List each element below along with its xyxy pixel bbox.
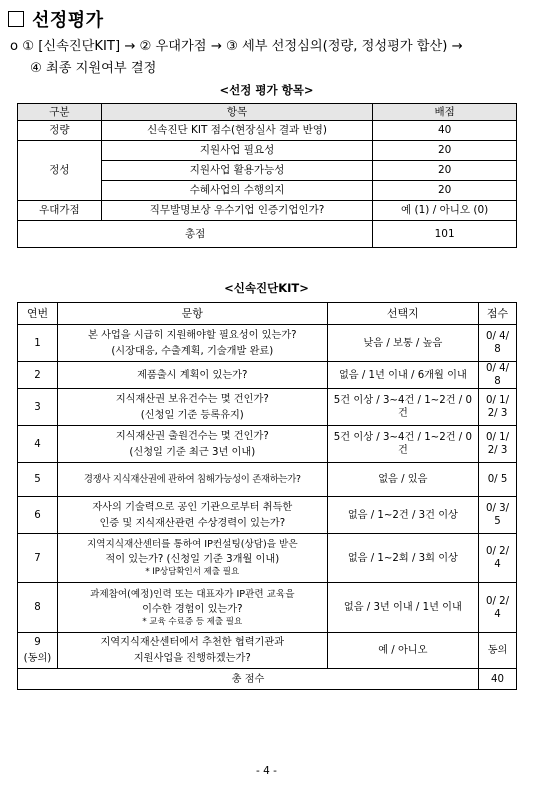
- cell-score: 40: [373, 121, 517, 141]
- flow-line-1: ο ① [신속진단KIT] → ② 우대가점 → ③ 세부 선정심의(정량, 정성평가 합산) →: [10, 39, 463, 54]
- header-score: 배점: [373, 104, 517, 121]
- question-line-2: (신청일 기준 등록유지): [140, 409, 244, 421]
- total-score: 40: [479, 669, 517, 690]
- question-note: * 교육 수료증 등 제출 필요: [142, 616, 243, 627]
- cell-question: [57, 497, 327, 534]
- cell-score: 0/ 3/ 5: [479, 497, 517, 534]
- cell-question: [57, 583, 327, 633]
- cell-item: 신속진단 KIT 점수(현장실사 결과 반영): [101, 121, 372, 141]
- page-number: - 4 -: [256, 765, 277, 777]
- cell-score: 0/ 4/ 8: [479, 325, 517, 362]
- cell-choice: 5건 이상 / 3~4건 / 1~2건 / 0건: [327, 426, 478, 463]
- section-heading: [8, 6, 104, 32]
- evaluation-flow: [10, 36, 530, 80]
- cell-choice: 낮음 / 보통 / 높음: [327, 325, 478, 362]
- question-line-1: 지식재산권 보유건수는 몇 건인가?: [115, 393, 269, 405]
- cell-score: 0/ 5: [479, 463, 517, 497]
- cell-number: [18, 633, 58, 669]
- cell-number: 4: [18, 426, 58, 463]
- cell-choice: 5건 이상 / 3~4건 / 1~2건 / 0건: [327, 389, 478, 426]
- cell-choice: 예 / 아니오: [327, 633, 478, 669]
- total-score: 101: [373, 221, 517, 248]
- table-header-row: [18, 303, 517, 325]
- total-row: [18, 221, 517, 248]
- cell-number: 7: [18, 534, 58, 583]
- cell-question: [57, 389, 327, 426]
- cell-score: 0/ 4/ 8: [479, 362, 517, 389]
- checkbox-square-icon: [8, 11, 24, 27]
- cell-number: 2: [18, 362, 58, 389]
- cell-score: 동의: [479, 633, 517, 669]
- cell-category: 우대가점: [18, 201, 102, 221]
- table-row: [18, 201, 517, 221]
- cell-score: 0/ 2/ 4: [479, 583, 517, 633]
- cell-score: 예 (1) / 아니오 (0): [373, 201, 517, 221]
- cell-question: [57, 426, 327, 463]
- table-header-row: [18, 104, 517, 121]
- question-line-1: 지역지식재산센터에서 추천한 협력기관과: [100, 637, 285, 648]
- question-line-1: 지역지식재산센터를 통하여 IP컨설팅(상담)을 받은: [86, 539, 298, 550]
- cell-question: [57, 325, 327, 362]
- header-score: 점수: [479, 303, 517, 325]
- cell-score: 0/ 2/ 4: [479, 534, 517, 583]
- table-row: [18, 583, 517, 633]
- cell-number: 5: [18, 463, 58, 497]
- cell-question: [57, 633, 327, 669]
- table-row: [18, 497, 517, 534]
- table-row: [18, 633, 517, 669]
- header-number: 연번: [18, 303, 58, 325]
- question-line-2: 적이 있는가? (신청일 기준 3개월 이내): [105, 554, 280, 565]
- cell-score: 0/ 1/ 2/ 3: [479, 426, 517, 463]
- cell-item: 지원사업 활용가능성: [101, 161, 372, 181]
- header-choice: 선택지: [327, 303, 478, 325]
- table1-caption: <선정 평가 항목>: [219, 83, 314, 97]
- cell-question: 경쟁사 지식재산권에 관하여 침해가능성이 존재하는가?: [57, 463, 327, 497]
- cell-question: 제품출시 계획이 있는가?: [57, 362, 327, 389]
- question-note: * IP상담확인서 제출 필요: [145, 567, 240, 577]
- cell-number: 1: [18, 325, 58, 362]
- cell-item: 수혜사업의 수행의지: [101, 181, 372, 201]
- cell-choice: 없음 / 1년 이내 / 6개월 이내: [327, 362, 478, 389]
- total-label: 총점: [18, 221, 373, 248]
- cell-number: 3: [18, 389, 58, 426]
- table-row: [18, 426, 517, 463]
- table-row: [18, 389, 517, 426]
- cell-item: 지원사업 필요성: [101, 141, 372, 161]
- flow-line-2: ④ 최종 지원여부 결정: [30, 61, 157, 76]
- question-line-1: 자사의 기술력으로 공인 기관으로부터 취득한: [92, 501, 293, 513]
- question-line-2: (신청일 기준 최근 3년 이내): [129, 446, 256, 458]
- table2-caption: <신속진단KIT>: [224, 281, 309, 295]
- cell-score: 20: [373, 141, 517, 161]
- table-row: [18, 534, 517, 583]
- cell-score: 20: [373, 161, 517, 181]
- question-line-2: 이수한 경험이 있는가?: [142, 603, 243, 615]
- total-row: [18, 669, 517, 690]
- cell-choice: 없음 / 1~2건 / 3건 이상: [327, 497, 478, 534]
- header-category: 구분: [18, 104, 102, 121]
- header-question: 문항: [57, 303, 327, 325]
- table-row: [18, 362, 517, 389]
- question-line-1: 지식재산권 출원건수는 몇 건인가?: [115, 430, 269, 442]
- cell-score: 0/ 1/ 2/ 3: [479, 389, 517, 426]
- header-item: 항목: [101, 104, 372, 121]
- cell-category: 정량: [18, 121, 102, 141]
- number-sub: (동의): [23, 653, 52, 664]
- cell-choice: 없음 / 있음: [327, 463, 478, 497]
- kit-table: [17, 302, 517, 690]
- question-line-2: (시장대응, 수출계획, 기술개발 완료): [111, 345, 274, 357]
- question-line-1: 과제참여(예정)인력 또는 대표자가 IP관련 교육을: [90, 588, 295, 600]
- table-row: [18, 121, 517, 141]
- cell-number: 8: [18, 583, 58, 633]
- cell-choice: 없음 / 1~2회 / 3회 이상: [327, 534, 478, 583]
- question-line-2: 인증 및 지식재산관련 수상경력이 있는가?: [99, 517, 286, 529]
- cell-item: 직무발명보상 우수기업 인증기업인가?: [101, 201, 372, 221]
- question-line-1: 본 사업을 시급히 지원해야할 필요성이 있는가?: [88, 329, 297, 341]
- cell-number: 6: [18, 497, 58, 534]
- total-label: 총 점수: [18, 669, 479, 690]
- cell-choice: 없음 / 3년 이내 / 1년 이내: [327, 583, 478, 633]
- cell-category: 정성: [18, 141, 102, 201]
- evaluation-items-table: [17, 103, 517, 248]
- section-title: 선정평가: [32, 10, 104, 31]
- table-row: [18, 141, 517, 161]
- cell-score: 20: [373, 181, 517, 201]
- cell-question: [57, 534, 327, 583]
- table-row: [18, 325, 517, 362]
- number-main: 9: [34, 637, 41, 648]
- question-line-2: 지원사업을 진행하겠는가?: [133, 653, 251, 664]
- table-row: [18, 463, 517, 497]
